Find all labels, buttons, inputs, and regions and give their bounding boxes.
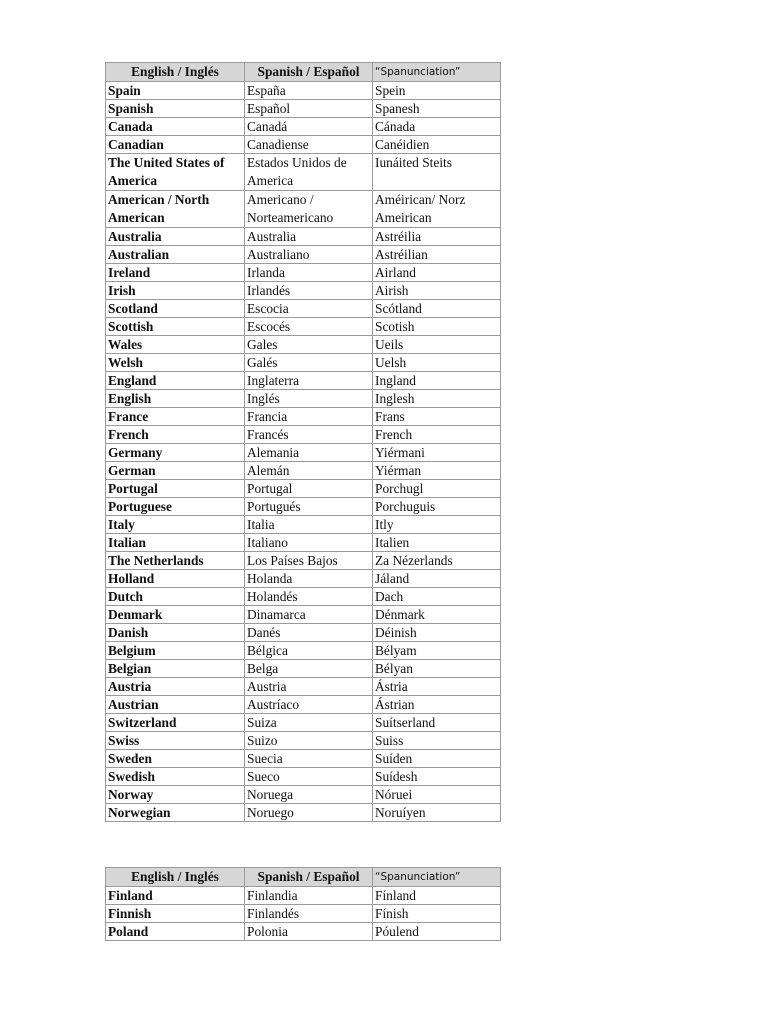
english-cell: Scotland [106,300,245,318]
table-row [106,804,501,822]
english-cell: French [106,426,245,444]
english-cell: Canada [106,118,245,136]
spanunciation-cell: Améirican/ Norz Ameirican [373,191,501,228]
table-row [106,696,501,714]
table-row [106,118,501,136]
table-row [106,191,501,228]
spanish-cell: Bélgica [245,642,373,660]
spanunciation-cell: Fínland [373,887,501,905]
spanunciation-cell: Porchuguis [373,498,501,516]
spanish-cell: Americano / Norteamericano [245,191,373,228]
table-row [106,444,501,462]
spanish-cell: Irlanda [245,264,373,282]
spanish-cell: Italiano [245,534,373,552]
english-cell: England [106,372,245,390]
english-cell: Portuguese [106,498,245,516]
english-cell: The Netherlands [106,552,245,570]
spanunciation-cell: Ástrian [373,696,501,714]
spanish-cell: Belga [245,660,373,678]
spanunciation-cell: Dach [373,588,501,606]
spanish-cell: Los Países Bajos [245,552,373,570]
english-cell: Poland [106,923,245,941]
spanish-cell: Escocia [245,300,373,318]
table-row [106,372,501,390]
vocabulary-table-1 [105,62,501,822]
spanunciation-cell: Ástria [373,678,501,696]
english-cell: France [106,408,245,426]
table-row [106,642,501,660]
spanish-cell: Canadá [245,118,373,136]
table-header-row [106,63,501,82]
table-row [106,82,501,100]
english-cell: Belgian [106,660,245,678]
spanunciation-cell: Astréilian [373,246,501,264]
spanish-cell: Austríaco [245,696,373,714]
table-row [106,300,501,318]
english-cell: The United States of America [106,154,245,191]
spanunciation-cell: Bélyan [373,660,501,678]
table-header-row [106,868,501,887]
table-row [106,714,501,732]
spanunciation-cell: Italien [373,534,501,552]
table-row [106,282,501,300]
spanish-cell: España [245,82,373,100]
english-cell: Italian [106,534,245,552]
header-english: English / Inglés [106,868,245,887]
english-cell: Scottish [106,318,245,336]
table-row [106,480,501,498]
english-cell: Swiss [106,732,245,750]
english-cell: Denmark [106,606,245,624]
spanish-cell: Francés [245,426,373,444]
table-row [106,516,501,534]
spanunciation-cell: Déinish [373,624,501,642]
spanunciation-cell: Porchugl [373,480,501,498]
header-spanish: Spanish / Español [245,63,373,82]
english-cell: American / North American [106,191,245,228]
table-row [106,136,501,154]
spanish-cell: Inglaterra [245,372,373,390]
table-row [106,732,501,750]
english-cell: Australia [106,228,245,246]
spanunciation-cell: Spein [373,82,501,100]
spanish-cell: Holandés [245,588,373,606]
spanunciation-cell: Jáland [373,570,501,588]
table-row [106,390,501,408]
spanunciation-cell: Póulend [373,923,501,941]
spanish-cell: Finlandés [245,905,373,923]
english-cell: Portugal [106,480,245,498]
english-cell: Finland [106,887,245,905]
table-row [106,336,501,354]
table-row [106,624,501,642]
english-cell: Sweden [106,750,245,768]
spanish-cell: Escocés [245,318,373,336]
english-cell: Germany [106,444,245,462]
table-row [106,570,501,588]
english-cell: English [106,390,245,408]
table-row [106,264,501,282]
table-row [106,923,501,941]
vocabulary-table-1-body [106,63,501,822]
spanunciation-cell: Suíden [373,750,501,768]
spanish-cell: Holanda [245,570,373,588]
english-cell: Ireland [106,264,245,282]
spanunciation-cell: Suiss [373,732,501,750]
table-row [106,426,501,444]
spanunciation-cell: Ueils [373,336,501,354]
spanunciation-cell: Bélyam [373,642,501,660]
spanish-cell: Galés [245,354,373,372]
spanish-cell: Noruego [245,804,373,822]
table-row [106,462,501,480]
header-spanish: Spanish / Español [245,868,373,887]
spanish-cell: Italia [245,516,373,534]
table-row [106,660,501,678]
table-row [106,408,501,426]
spanunciation-cell: Noruíyen [373,804,501,822]
english-cell: Norway [106,786,245,804]
table-row [106,354,501,372]
spanish-cell: Sueco [245,768,373,786]
spanunciation-cell: Yiérmani [373,444,501,462]
spanish-cell: Australiano [245,246,373,264]
table-row [106,246,501,264]
spanunciation-cell: Frans [373,408,501,426]
spanish-cell: Portugal [245,480,373,498]
table-row [106,318,501,336]
spanunciation-cell: Suítserland [373,714,501,732]
english-cell: Holland [106,570,245,588]
table-row [106,606,501,624]
spanish-cell: Austria [245,678,373,696]
spanunciation-cell: Uelsh [373,354,501,372]
vocabulary-table-2 [105,867,501,941]
table-row [106,552,501,570]
spanish-cell: Noruega [245,786,373,804]
table-row [106,768,501,786]
english-cell: Canadian [106,136,245,154]
english-cell: German [106,462,245,480]
spanunciation-cell: French [373,426,501,444]
spanish-cell: Canadiense [245,136,373,154]
spanunciation-cell: Astréilia [373,228,501,246]
spanish-cell: Suiza [245,714,373,732]
header-spanunciation: “Spanunciation” [373,63,501,82]
spanunciation-cell: Scotish [373,318,501,336]
header-spanunciation: “Spanunciation” [373,868,501,887]
spanish-cell: Alemania [245,444,373,462]
english-cell: Austrian [106,696,245,714]
english-cell: Wales [106,336,245,354]
spanunciation-cell: Airland [373,264,501,282]
spanish-cell: Suecia [245,750,373,768]
english-cell: Italy [106,516,245,534]
spanish-cell: Inglés [245,390,373,408]
table-row [106,534,501,552]
spanunciation-cell: Dénmark [373,606,501,624]
spanunciation-cell: Yiérman [373,462,501,480]
table-row [106,154,501,191]
spanunciation-cell: Airish [373,282,501,300]
spanunciation-cell: Za Nézerlands [373,552,501,570]
spanunciation-cell: Nóruei [373,786,501,804]
spanunciation-cell: Canéidien [373,136,501,154]
spanunciation-cell: Spanesh [373,100,501,118]
table-row [106,750,501,768]
table-row [106,588,501,606]
spanish-cell: Danés [245,624,373,642]
table-row [106,887,501,905]
spanish-cell: Irlandés [245,282,373,300]
english-cell: Finnish [106,905,245,923]
spanish-cell: Gales [245,336,373,354]
header-english: English / Inglés [106,63,245,82]
spanunciation-cell: Scótland [373,300,501,318]
table-row [106,100,501,118]
english-cell: Switzerland [106,714,245,732]
spanish-cell: Australia [245,228,373,246]
table-row [106,905,501,923]
english-cell: Dutch [106,588,245,606]
spanunciation-cell: Ingland [373,372,501,390]
english-cell: Austria [106,678,245,696]
table-row [106,228,501,246]
spanish-cell: Francia [245,408,373,426]
english-cell: Welsh [106,354,245,372]
spanunciation-cell: Itly [373,516,501,534]
table-row [106,786,501,804]
spanunciation-cell: Cánada [373,118,501,136]
spanish-cell: Dinamarca [245,606,373,624]
english-cell: Danish [106,624,245,642]
spanunciation-cell: Fínish [373,905,501,923]
spanish-cell: Estados Unidos de America [245,154,373,191]
english-cell: Swedish [106,768,245,786]
vocabulary-table-2-body [106,868,501,941]
english-cell: Belgium [106,642,245,660]
table-row [106,498,501,516]
spanunciation-cell: Inglesh [373,390,501,408]
english-cell: Australian [106,246,245,264]
spanunciation-cell: Suídesh [373,768,501,786]
english-cell: Spain [106,82,245,100]
table-row [106,678,501,696]
spanish-cell: Portugués [245,498,373,516]
spanish-cell: Suizo [245,732,373,750]
spanish-cell: Finlandia [245,887,373,905]
spanish-cell: Alemán [245,462,373,480]
english-cell: Spanish [106,100,245,118]
spanish-cell: Polonia [245,923,373,941]
spanish-cell: Español [245,100,373,118]
spanunciation-cell: Iunáited Steits [373,154,501,191]
english-cell: Norwegian [106,804,245,822]
english-cell: Irish [106,282,245,300]
